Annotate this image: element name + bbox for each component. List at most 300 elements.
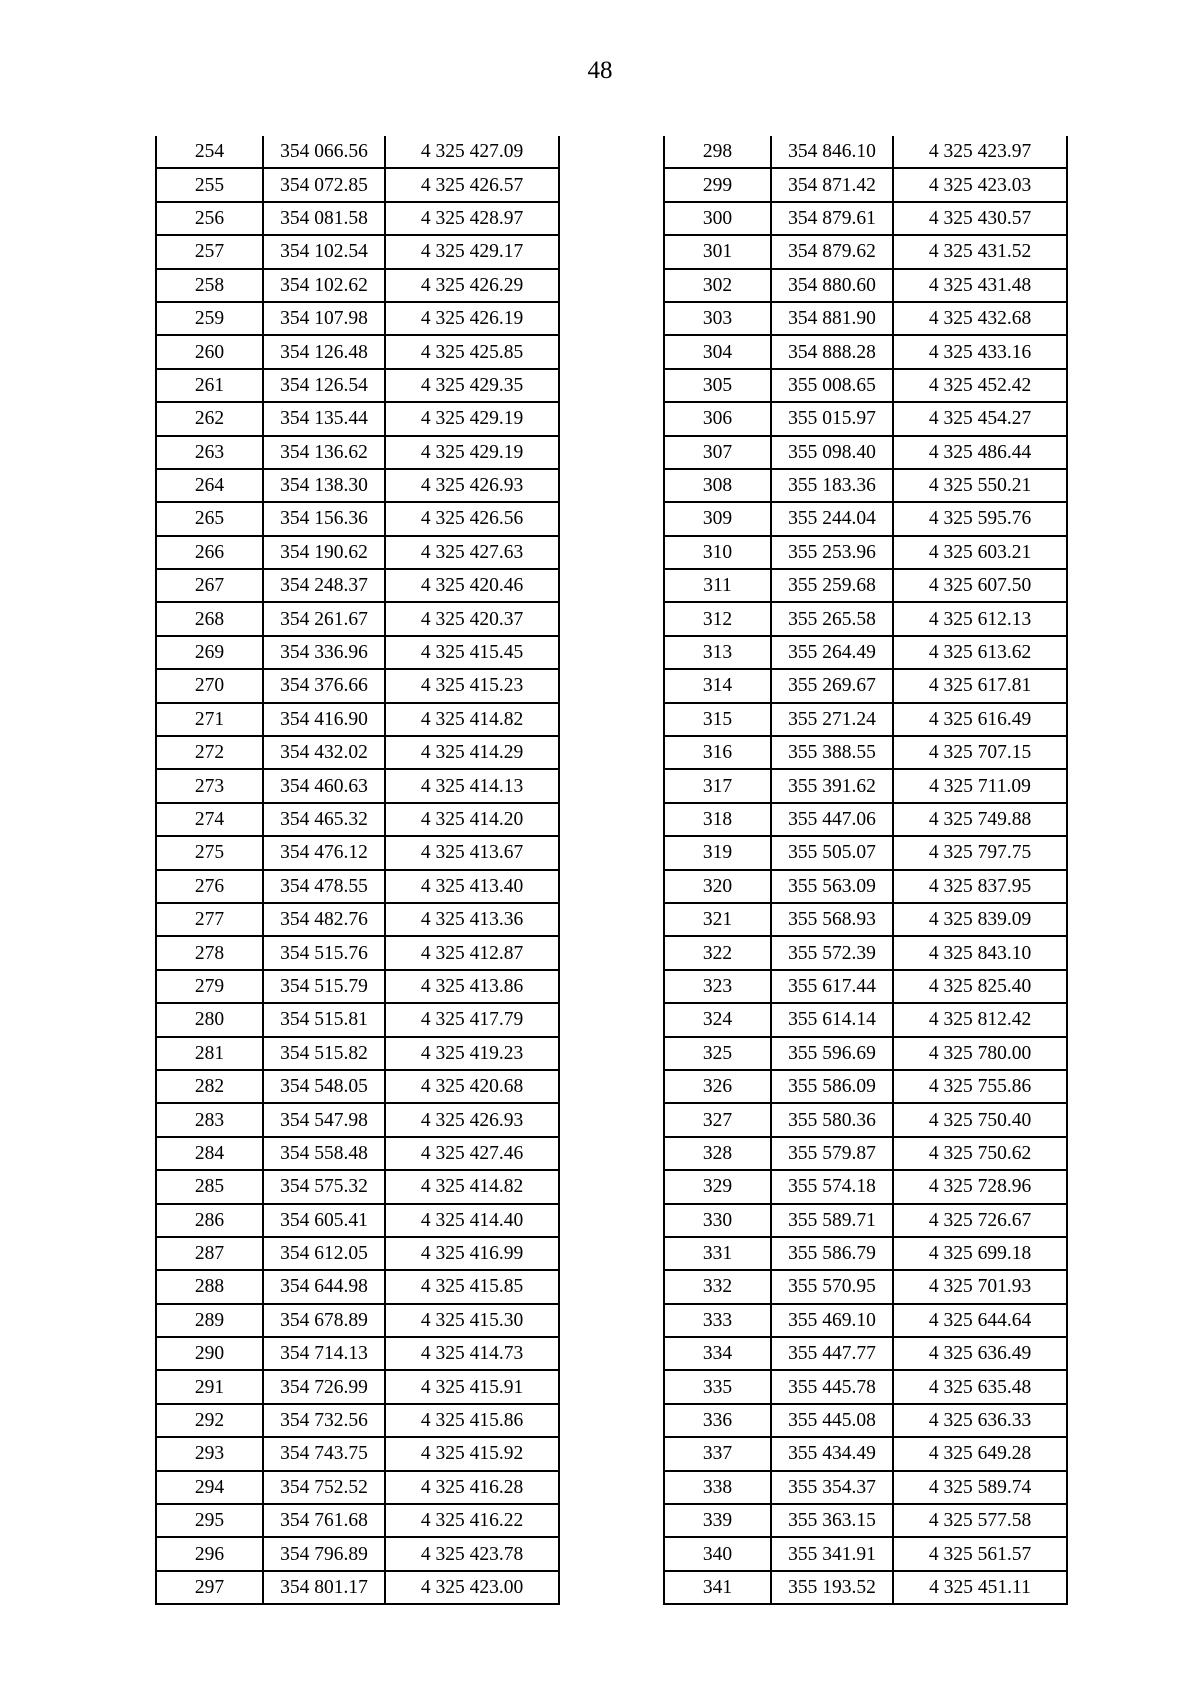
x-coordinate-cell: 355 586.09	[771, 1070, 893, 1103]
table-row	[156, 1304, 559, 1337]
y-coordinate-cell: 4 325 486.44	[893, 436, 1067, 469]
x-coordinate-cell: 355 570.95	[771, 1270, 893, 1303]
x-coordinate-cell: 355 264.49	[771, 636, 893, 669]
table-row	[664, 870, 1067, 903]
x-coordinate-cell: 355 259.68	[771, 569, 893, 602]
table-row	[664, 836, 1067, 869]
point-number-cell: 276	[156, 870, 263, 903]
x-coordinate-cell: 355 265.58	[771, 602, 893, 635]
table-row	[156, 1170, 559, 1203]
y-coordinate-cell: 4 325 607.50	[893, 569, 1067, 602]
table-row	[664, 636, 1067, 669]
x-coordinate-cell: 354 261.67	[263, 602, 385, 635]
x-coordinate-cell: 355 269.67	[771, 669, 893, 702]
point-number-cell: 267	[156, 569, 263, 602]
x-coordinate-cell: 354 547.98	[263, 1103, 385, 1136]
point-number-cell: 261	[156, 369, 263, 402]
point-number-cell: 255	[156, 168, 263, 201]
y-coordinate-cell: 4 325 427.46	[385, 1137, 559, 1170]
y-coordinate-cell: 4 325 726.67	[893, 1204, 1067, 1237]
x-coordinate-cell: 354 515.82	[263, 1037, 385, 1070]
table-row	[664, 335, 1067, 368]
x-coordinate-cell: 354 515.76	[263, 936, 385, 969]
y-coordinate-cell: 4 325 825.40	[893, 970, 1067, 1003]
table-row	[156, 1270, 559, 1303]
point-number-cell: 286	[156, 1204, 263, 1237]
point-number-cell: 292	[156, 1404, 263, 1437]
x-coordinate-cell: 355 244.04	[771, 502, 893, 535]
x-coordinate-cell: 354 881.90	[771, 302, 893, 335]
x-coordinate-cell: 354 605.41	[263, 1204, 385, 1237]
point-number-cell: 326	[664, 1070, 771, 1103]
point-number-cell: 296	[156, 1537, 263, 1570]
x-coordinate-cell: 355 469.10	[771, 1304, 893, 1337]
point-number-cell: 314	[664, 669, 771, 702]
point-number-cell: 341	[664, 1571, 771, 1604]
table-row	[664, 202, 1067, 235]
y-coordinate-cell: 4 325 649.28	[893, 1437, 1067, 1470]
point-number-cell: 260	[156, 335, 263, 368]
x-coordinate-cell: 354 888.28	[771, 335, 893, 368]
table-row	[156, 803, 559, 836]
x-coordinate-cell: 354 796.89	[263, 1537, 385, 1570]
table-row	[664, 1504, 1067, 1537]
point-number-cell: 335	[664, 1370, 771, 1403]
table-row	[664, 369, 1067, 402]
x-coordinate-cell: 354 801.17	[263, 1571, 385, 1604]
point-number-cell: 300	[664, 202, 771, 235]
point-number-cell: 324	[664, 1003, 771, 1036]
table-row	[664, 1370, 1067, 1403]
x-coordinate-cell: 354 126.48	[263, 335, 385, 368]
x-coordinate-cell: 355 445.08	[771, 1404, 893, 1437]
point-number-cell: 287	[156, 1237, 263, 1270]
y-coordinate-cell: 4 325 589.74	[893, 1471, 1067, 1504]
table-row	[664, 1137, 1067, 1170]
x-coordinate-cell: 354 548.05	[263, 1070, 385, 1103]
y-coordinate-cell: 4 325 595.76	[893, 502, 1067, 535]
y-coordinate-cell: 4 325 415.30	[385, 1304, 559, 1337]
x-coordinate-cell: 355 596.69	[771, 1037, 893, 1070]
point-number-cell: 274	[156, 803, 263, 836]
coordinate-table-body	[664, 136, 1067, 1604]
y-coordinate-cell: 4 325 414.20	[385, 803, 559, 836]
y-coordinate-cell: 4 325 420.68	[385, 1070, 559, 1103]
x-coordinate-cell: 354 476.12	[263, 836, 385, 869]
table-row	[156, 1370, 559, 1403]
table-row	[664, 769, 1067, 802]
table-row	[664, 1237, 1067, 1270]
table-row	[664, 1437, 1067, 1470]
x-coordinate-cell: 355 341.91	[771, 1537, 893, 1570]
x-coordinate-cell: 354 066.56	[263, 136, 385, 168]
point-number-cell: 298	[664, 136, 771, 168]
point-number-cell: 295	[156, 1504, 263, 1537]
table-row	[664, 1571, 1067, 1604]
y-coordinate-cell: 4 325 707.15	[893, 736, 1067, 769]
table-row	[156, 1571, 559, 1604]
table-row	[664, 1304, 1067, 1337]
point-number-cell: 285	[156, 1170, 263, 1203]
y-coordinate-cell: 4 325 426.19	[385, 302, 559, 335]
y-coordinate-cell: 4 325 415.45	[385, 636, 559, 669]
x-coordinate-cell: 354 081.58	[263, 202, 385, 235]
y-coordinate-cell: 4 325 797.75	[893, 836, 1067, 869]
point-number-cell: 315	[664, 703, 771, 736]
x-coordinate-cell: 355 445.78	[771, 1370, 893, 1403]
y-coordinate-cell: 4 325 711.09	[893, 769, 1067, 802]
page-number: 48	[587, 57, 613, 84]
y-coordinate-cell: 4 325 750.40	[893, 1103, 1067, 1136]
x-coordinate-cell: 355 388.55	[771, 736, 893, 769]
point-number-cell: 288	[156, 1270, 263, 1303]
y-coordinate-cell: 4 325 699.18	[893, 1237, 1067, 1270]
point-number-cell: 325	[664, 1037, 771, 1070]
table-row	[664, 1170, 1067, 1203]
x-coordinate-cell: 354 726.99	[263, 1370, 385, 1403]
point-number-cell: 278	[156, 936, 263, 969]
y-coordinate-cell: 4 325 452.42	[893, 369, 1067, 402]
x-coordinate-cell: 355 008.65	[771, 369, 893, 402]
x-coordinate-cell: 355 271.24	[771, 703, 893, 736]
point-number-cell: 277	[156, 903, 263, 936]
table-row	[156, 136, 559, 168]
x-coordinate-cell: 355 098.40	[771, 436, 893, 469]
y-coordinate-cell: 4 325 414.40	[385, 1204, 559, 1237]
y-coordinate-cell: 4 325 416.28	[385, 1471, 559, 1504]
table-row	[156, 703, 559, 736]
x-coordinate-cell: 354 558.48	[263, 1137, 385, 1170]
y-coordinate-cell: 4 325 433.16	[893, 335, 1067, 368]
y-coordinate-cell: 4 325 414.82	[385, 703, 559, 736]
table-row	[156, 369, 559, 402]
y-coordinate-cell: 4 325 429.35	[385, 369, 559, 402]
point-number-cell: 317	[664, 769, 771, 802]
y-coordinate-cell: 4 325 428.97	[385, 202, 559, 235]
table-row	[156, 536, 559, 569]
y-coordinate-cell: 4 325 613.62	[893, 636, 1067, 669]
y-coordinate-cell: 4 325 837.95	[893, 870, 1067, 903]
table-row	[664, 136, 1067, 168]
x-coordinate-cell: 355 193.52	[771, 1571, 893, 1604]
table-row	[156, 1204, 559, 1237]
table-row	[664, 1204, 1067, 1237]
point-number-cell: 331	[664, 1237, 771, 1270]
y-coordinate-cell: 4 325 431.48	[893, 269, 1067, 302]
point-number-cell: 329	[664, 1170, 771, 1203]
y-coordinate-cell: 4 325 426.57	[385, 168, 559, 201]
table-row	[664, 903, 1067, 936]
x-coordinate-cell: 354 612.05	[263, 1237, 385, 1270]
point-number-cell: 265	[156, 502, 263, 535]
y-coordinate-cell: 4 325 429.19	[385, 402, 559, 435]
x-coordinate-cell: 354 248.37	[263, 569, 385, 602]
x-coordinate-cell: 355 447.77	[771, 1337, 893, 1370]
x-coordinate-cell: 354 432.02	[263, 736, 385, 769]
x-coordinate-cell: 354 575.32	[263, 1170, 385, 1203]
x-coordinate-cell: 354 135.44	[263, 402, 385, 435]
y-coordinate-cell: 4 325 429.17	[385, 235, 559, 268]
point-number-cell: 297	[156, 1571, 263, 1604]
point-number-cell: 305	[664, 369, 771, 402]
table-row	[664, 569, 1067, 602]
point-number-cell: 269	[156, 636, 263, 669]
table-row	[156, 970, 559, 1003]
x-coordinate-cell: 355 505.07	[771, 836, 893, 869]
point-number-cell: 291	[156, 1370, 263, 1403]
table-row	[156, 1137, 559, 1170]
point-number-cell: 319	[664, 836, 771, 869]
x-coordinate-cell: 355 391.62	[771, 769, 893, 802]
y-coordinate-cell: 4 325 755.86	[893, 1070, 1067, 1103]
x-coordinate-cell: 355 614.14	[771, 1003, 893, 1036]
point-number-cell: 263	[156, 436, 263, 469]
x-coordinate-cell: 354 752.52	[263, 1471, 385, 1504]
x-coordinate-cell: 355 253.96	[771, 536, 893, 569]
y-coordinate-cell: 4 325 561.57	[893, 1537, 1067, 1570]
y-coordinate-cell: 4 325 415.92	[385, 1437, 559, 1470]
point-number-cell: 323	[664, 970, 771, 1003]
y-coordinate-cell: 4 325 701.93	[893, 1270, 1067, 1303]
y-coordinate-cell: 4 325 414.13	[385, 769, 559, 802]
y-coordinate-cell: 4 325 423.97	[893, 136, 1067, 168]
y-coordinate-cell: 4 325 425.85	[385, 335, 559, 368]
y-coordinate-cell: 4 325 839.09	[893, 903, 1067, 936]
table-row	[664, 1003, 1067, 1036]
x-coordinate-cell: 354 465.32	[263, 803, 385, 836]
point-number-cell: 330	[664, 1204, 771, 1237]
y-coordinate-cell: 4 325 420.37	[385, 602, 559, 635]
y-coordinate-cell: 4 325 415.86	[385, 1404, 559, 1437]
table-row	[156, 335, 559, 368]
table-row	[664, 402, 1067, 435]
table-row	[156, 1504, 559, 1537]
table-row	[664, 1404, 1067, 1437]
y-coordinate-cell: 4 325 616.49	[893, 703, 1067, 736]
point-number-cell: 266	[156, 536, 263, 569]
x-coordinate-cell: 354 879.62	[771, 235, 893, 268]
table-row	[664, 1070, 1067, 1103]
point-number-cell: 340	[664, 1537, 771, 1570]
table-row	[156, 636, 559, 669]
y-coordinate-cell: 4 325 603.21	[893, 536, 1067, 569]
y-coordinate-cell: 4 325 416.99	[385, 1237, 559, 1270]
point-number-cell: 258	[156, 269, 263, 302]
y-coordinate-cell: 4 325 414.73	[385, 1337, 559, 1370]
y-coordinate-cell: 4 325 780.00	[893, 1037, 1067, 1070]
table-row	[156, 1003, 559, 1036]
x-coordinate-cell: 354 714.13	[263, 1337, 385, 1370]
point-number-cell: 309	[664, 502, 771, 535]
x-coordinate-cell: 355 015.97	[771, 402, 893, 435]
point-number-cell: 308	[664, 469, 771, 502]
x-coordinate-cell: 355 354.37	[771, 1471, 893, 1504]
table-row	[664, 302, 1067, 335]
y-coordinate-cell: 4 325 415.85	[385, 1270, 559, 1303]
y-coordinate-cell: 4 325 412.87	[385, 936, 559, 969]
point-number-cell: 311	[664, 569, 771, 602]
coordinate-table-left	[155, 136, 560, 1605]
table-row	[156, 1103, 559, 1136]
point-number-cell: 318	[664, 803, 771, 836]
point-number-cell: 254	[156, 136, 263, 168]
point-number-cell: 264	[156, 469, 263, 502]
table-row	[156, 1070, 559, 1103]
point-number-cell: 337	[664, 1437, 771, 1470]
y-coordinate-cell: 4 325 635.48	[893, 1370, 1067, 1403]
x-coordinate-cell: 354 482.76	[263, 903, 385, 936]
x-coordinate-cell: 354 871.42	[771, 168, 893, 201]
point-number-cell: 293	[156, 1437, 263, 1470]
x-coordinate-cell: 354 190.62	[263, 536, 385, 569]
y-coordinate-cell: 4 325 636.33	[893, 1404, 1067, 1437]
x-coordinate-cell: 354 460.63	[263, 769, 385, 802]
y-coordinate-cell: 4 325 423.03	[893, 168, 1067, 201]
x-coordinate-cell: 355 579.87	[771, 1137, 893, 1170]
table-row	[156, 736, 559, 769]
table-row	[156, 1037, 559, 1070]
table-row	[156, 836, 559, 869]
point-number-cell: 301	[664, 235, 771, 268]
y-coordinate-cell: 4 325 414.29	[385, 736, 559, 769]
y-coordinate-cell: 4 325 419.23	[385, 1037, 559, 1070]
point-number-cell: 312	[664, 602, 771, 635]
point-number-cell: 281	[156, 1037, 263, 1070]
y-coordinate-cell: 4 325 636.49	[893, 1337, 1067, 1370]
point-number-cell: 280	[156, 1003, 263, 1036]
x-coordinate-cell: 354 880.60	[771, 269, 893, 302]
y-coordinate-cell: 4 325 417.79	[385, 1003, 559, 1036]
table-row	[664, 703, 1067, 736]
point-number-cell: 316	[664, 736, 771, 769]
x-coordinate-cell: 354 678.89	[263, 1304, 385, 1337]
table-row	[156, 402, 559, 435]
table-row	[664, 1270, 1067, 1303]
point-number-cell: 294	[156, 1471, 263, 1504]
x-coordinate-cell: 354 136.62	[263, 436, 385, 469]
point-number-cell: 332	[664, 1270, 771, 1303]
table-row	[156, 202, 559, 235]
point-number-cell: 339	[664, 1504, 771, 1537]
table-row	[664, 469, 1067, 502]
x-coordinate-cell: 355 580.36	[771, 1103, 893, 1136]
point-number-cell: 256	[156, 202, 263, 235]
point-number-cell: 306	[664, 402, 771, 435]
y-coordinate-cell: 4 325 426.93	[385, 469, 559, 502]
table-row	[156, 1404, 559, 1437]
table-row	[664, 1471, 1067, 1504]
y-coordinate-cell: 4 325 423.00	[385, 1571, 559, 1604]
y-coordinate-cell: 4 325 415.91	[385, 1370, 559, 1403]
x-coordinate-cell: 355 434.49	[771, 1437, 893, 1470]
point-number-cell: 275	[156, 836, 263, 869]
table-row	[156, 235, 559, 268]
y-coordinate-cell: 4 325 427.09	[385, 136, 559, 168]
point-number-cell: 327	[664, 1103, 771, 1136]
x-coordinate-cell: 354 336.96	[263, 636, 385, 669]
y-coordinate-cell: 4 325 416.22	[385, 1504, 559, 1537]
x-coordinate-cell: 354 376.66	[263, 669, 385, 702]
point-number-cell: 320	[664, 870, 771, 903]
table-row	[156, 302, 559, 335]
table-row	[664, 269, 1067, 302]
point-number-cell: 303	[664, 302, 771, 335]
point-number-cell: 336	[664, 1404, 771, 1437]
table-row	[156, 436, 559, 469]
x-coordinate-cell: 354 156.36	[263, 502, 385, 535]
x-coordinate-cell: 354 138.30	[263, 469, 385, 502]
y-coordinate-cell: 4 325 426.93	[385, 1103, 559, 1136]
x-coordinate-cell: 354 107.98	[263, 302, 385, 335]
x-coordinate-cell: 355 563.09	[771, 870, 893, 903]
x-coordinate-cell: 355 183.36	[771, 469, 893, 502]
table-row	[664, 502, 1067, 535]
y-coordinate-cell: 4 325 749.88	[893, 803, 1067, 836]
table-row	[664, 803, 1067, 836]
table-row	[664, 970, 1067, 1003]
y-coordinate-cell: 4 325 750.62	[893, 1137, 1067, 1170]
point-number-cell: 270	[156, 669, 263, 702]
y-coordinate-cell: 4 325 728.96	[893, 1170, 1067, 1203]
y-coordinate-cell: 4 325 429.19	[385, 436, 559, 469]
table-row	[156, 936, 559, 969]
y-coordinate-cell: 4 325 420.46	[385, 569, 559, 602]
x-coordinate-cell: 355 572.39	[771, 936, 893, 969]
table-row	[664, 602, 1067, 635]
table-row	[156, 669, 559, 702]
point-number-cell: 328	[664, 1137, 771, 1170]
table-row	[156, 1237, 559, 1270]
point-number-cell: 273	[156, 769, 263, 802]
y-coordinate-cell: 4 325 843.10	[893, 936, 1067, 969]
point-number-cell: 334	[664, 1337, 771, 1370]
y-coordinate-cell: 4 325 413.36	[385, 903, 559, 936]
point-number-cell: 321	[664, 903, 771, 936]
y-coordinate-cell: 4 325 414.82	[385, 1170, 559, 1203]
table-row	[664, 235, 1067, 268]
point-number-cell: 283	[156, 1103, 263, 1136]
x-coordinate-cell: 354 515.79	[263, 970, 385, 1003]
point-number-cell: 322	[664, 936, 771, 969]
table-row	[664, 1103, 1067, 1136]
x-coordinate-cell: 355 568.93	[771, 903, 893, 936]
y-coordinate-cell: 4 325 432.68	[893, 302, 1067, 335]
x-coordinate-cell: 354 732.56	[263, 1404, 385, 1437]
table-row	[156, 269, 559, 302]
point-number-cell: 259	[156, 302, 263, 335]
y-coordinate-cell: 4 325 426.29	[385, 269, 559, 302]
table-row	[156, 168, 559, 201]
coordinate-table-right	[663, 136, 1068, 1605]
x-coordinate-cell: 355 586.79	[771, 1237, 893, 1270]
table-row	[156, 903, 559, 936]
point-number-cell: 284	[156, 1137, 263, 1170]
table-row	[664, 736, 1067, 769]
point-number-cell: 299	[664, 168, 771, 201]
x-coordinate-cell: 354 515.81	[263, 1003, 385, 1036]
table-row	[156, 870, 559, 903]
table-row	[664, 1337, 1067, 1370]
point-number-cell: 268	[156, 602, 263, 635]
x-coordinate-cell: 354 761.68	[263, 1504, 385, 1537]
point-number-cell: 304	[664, 335, 771, 368]
table-row	[156, 602, 559, 635]
table-row	[664, 536, 1067, 569]
point-number-cell: 313	[664, 636, 771, 669]
x-coordinate-cell: 354 102.62	[263, 269, 385, 302]
table-row	[664, 168, 1067, 201]
point-number-cell: 290	[156, 1337, 263, 1370]
